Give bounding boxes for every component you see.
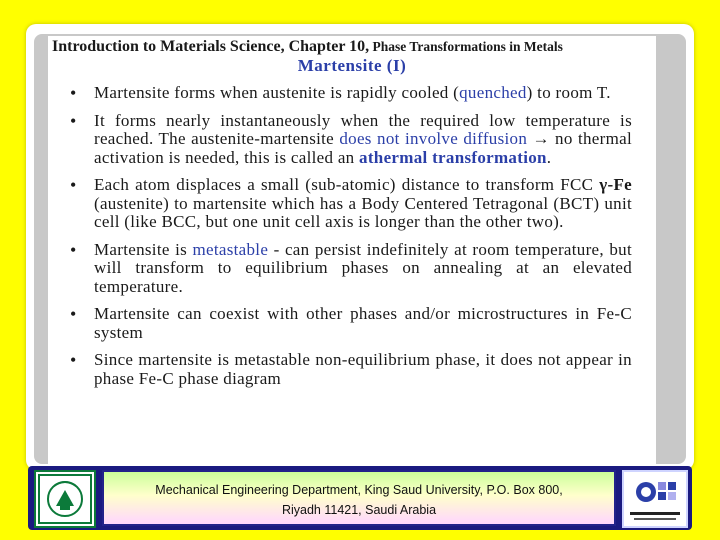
bullet-item	[48, 112, 648, 168]
bullet-highlight: metastable	[192, 239, 269, 259]
bullet-highlight-bold: athermal transformation	[359, 147, 547, 167]
footer-line-2: Riyadh 11421, Saudi Arabia	[281, 503, 437, 517]
bullet-item	[48, 241, 648, 297]
bullet-bold: γ-Fe	[599, 175, 632, 194]
bullet-text: Martensite is	[94, 239, 193, 259]
university-crest-icon	[34, 470, 96, 528]
title-sub: Phase Transformations in Metals	[369, 39, 563, 54]
bullet-text: Martensite forms when austenite is rapidly cooled (	[94, 83, 460, 102]
bullet-text: Each atom displaces a small (sub-atomic) distance to transform FCC	[94, 175, 600, 194]
bullet-item	[48, 84, 648, 103]
bullet-item	[48, 176, 648, 232]
bullet-text: → no thermal activation is needed, this is called an	[94, 129, 632, 167]
bullet-text: Since martensite is metastable non-equilibrium phase, it does not appear in phase Fe-C phase diagram	[94, 350, 632, 388]
bullet-text: It forms nearly instantaneously when the required low temperature is reached. The austenite-martensite	[94, 110, 632, 148]
bullet-highlight: does not involve diffusion	[339, 129, 528, 148]
bullet-item	[48, 351, 648, 388]
department-logo-icon	[622, 470, 688, 528]
bullet-text: ) to room T.	[526, 83, 611, 102]
bullet-list	[48, 84, 648, 397]
bullet-text: .	[546, 147, 552, 167]
bullet-text: - can persist indefinitely at room temperature, but will transform to equilibrium phases on annealing at an elevated temperature.	[94, 239, 632, 296]
bullet-highlight: quenched	[459, 83, 527, 102]
bullet-item	[48, 305, 648, 342]
page-subtitle: Martensite (I)	[297, 56, 407, 75]
footer-line-1: Mechanical Engineering Department, King Saud University, P.O. Box 800,	[155, 483, 563, 497]
page-title	[52, 38, 656, 56]
footer-address	[102, 470, 616, 526]
bullet-text: Martensite can coexist with other phases and/or microstructures in Fe-C system	[94, 304, 632, 342]
scanned-page	[48, 36, 656, 466]
title-main: Introduction to Materials Science, Chapter 10,	[52, 38, 370, 55]
bullet-text: (austenite) to martensite which has a Body Centered Tetragonal (BCT) unit cell (like BCC, but one unit cell axis is longer than the other two).	[94, 193, 632, 231]
